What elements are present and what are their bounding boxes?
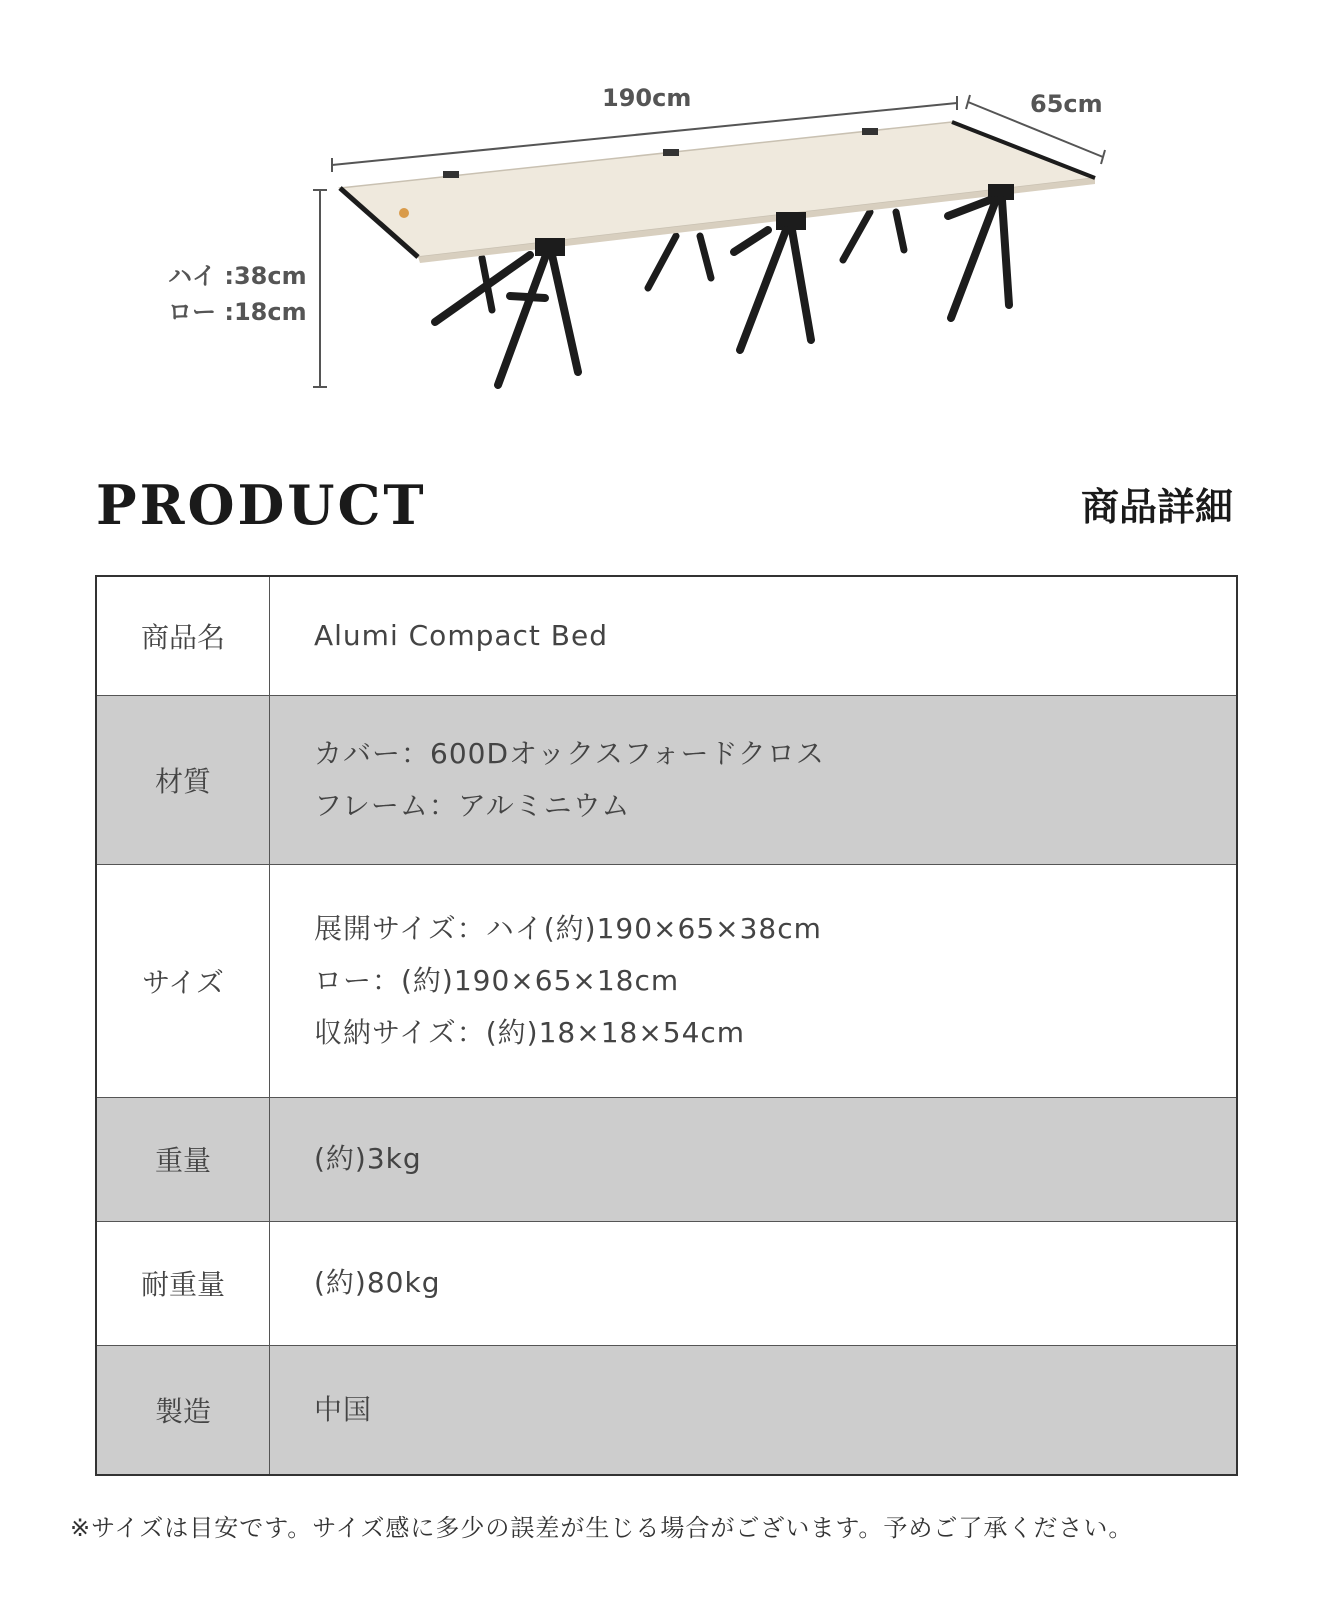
spec-row-load-capacity: [96, 1221, 1237, 1345]
spec-value: [270, 576, 1238, 695]
height-dimension-line: [313, 190, 327, 387]
spec-value-line: (約)3kg: [314, 1142, 422, 1175]
height-high-label: ハイ :38cm: [168, 262, 307, 290]
spec-row-size: [96, 864, 1237, 1097]
spec-value: [270, 695, 1238, 864]
spec-value-line: 展開サイズ：ハイ(約)190×65×38cm: [314, 911, 822, 945]
spec-value-line: 中国: [314, 1392, 373, 1426]
length-label: 190cm: [602, 84, 692, 112]
height-low-label: ロー :18cm: [168, 298, 307, 326]
spec-row-weight: [96, 1097, 1237, 1221]
spec-value-line: 収納サイズ：(約)18×18×54cm: [314, 1015, 746, 1049]
spec-label: 商品名: [96, 576, 270, 695]
spec-value-line: ロー：(約)190×65×18cm: [314, 963, 680, 997]
spec-row-origin: [96, 1345, 1237, 1475]
spec-value: [270, 1345, 1238, 1475]
spec-value: [270, 1097, 1238, 1221]
spec-label: 重量: [96, 1097, 270, 1221]
spec-label: 製造: [96, 1345, 270, 1475]
spec-label: 材質: [96, 695, 270, 864]
spec-value-line: フレーム：アルミニウム: [314, 788, 631, 822]
width-label: 65cm: [1030, 90, 1103, 118]
section-title-en: PRODUCT: [96, 473, 427, 537]
spec-value-line: カバー：600Dオックスフォードクロス: [314, 736, 825, 770]
size-disclaimer-note: ※サイズは目安です。サイズ感に多少の誤差が生じる場合がございます。予めご了承ください。: [70, 1514, 1134, 1542]
section-title-ja: 商品詳細: [1080, 484, 1233, 529]
spec-value-line: (約)80kg: [314, 1266, 441, 1299]
product-dimension-diagram: [0, 0, 1333, 440]
spec-row-name: [96, 576, 1237, 695]
spec-label: 耐重量: [96, 1221, 270, 1345]
spec-value: [270, 864, 1238, 1097]
spec-label: サイズ: [96, 864, 270, 1097]
spec-row-material: [96, 695, 1237, 864]
product-spec-table: [95, 575, 1238, 1476]
spec-value: [270, 1221, 1238, 1345]
spec-value-line: Alumi Compact Bed: [314, 618, 609, 652]
